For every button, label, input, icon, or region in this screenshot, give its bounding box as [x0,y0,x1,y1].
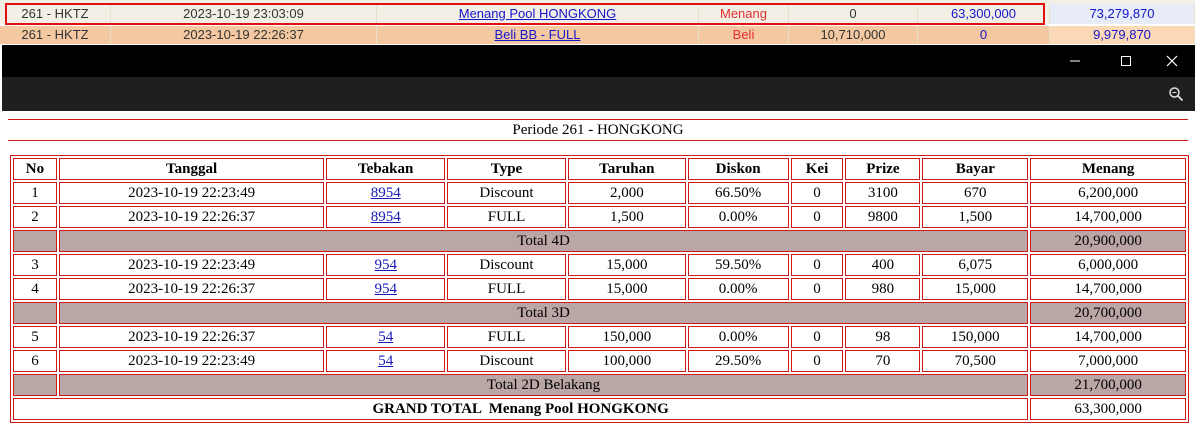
header-menang: Menang [1030,158,1186,180]
table-row [13,254,1186,276]
table-header-row [13,158,1186,180]
subtotal-value: 21,700,000 [1030,374,1186,396]
row-amount-credit: 63,300,000 [918,4,1050,24]
cell-no: 4 [13,278,57,300]
header-bayar: Bayar [922,158,1028,180]
cell-no: 1 [13,182,57,204]
cell-bayar: 1,500 [922,206,1028,228]
cell-bayar: 670 [922,182,1028,204]
grand-total-row [13,398,1186,420]
bet-results-table [10,155,1189,423]
table-row [13,182,1186,204]
maximize-icon[interactable] [1103,45,1149,77]
row-datetime: 2023-10-19 22:26:37 [111,26,377,44]
cell-menang: 6,200,000 [1030,182,1186,204]
header-tanggal: Tanggal [59,158,324,180]
row-amount-credit: 0 [918,26,1050,44]
cell-no: 6 [13,350,57,372]
cell-no: 3 [13,254,57,276]
zoom-icon[interactable] [1165,83,1187,105]
cell-menang: 6,000,000 [1030,254,1186,276]
cell-bayar: 70,500 [922,350,1028,372]
cell-no: 2 [13,206,57,228]
row-status: Beli [699,26,789,44]
cell-tebakan [326,206,445,228]
cell-bayar: 6,075 [922,254,1028,276]
header-type: Type [447,158,566,180]
cell-prize: 9800 [845,206,920,228]
cell-prize: 400 [845,254,920,276]
grand-total-label: GRAND TOTAL Menang Pool HONGKONG [13,398,1028,420]
cell-diskon: 66.50% [688,182,789,204]
cell-prize: 3100 [845,182,920,204]
cell-kei: 0 [791,278,844,300]
cell-diskon: 59.50% [688,254,789,276]
cell-type: FULL [447,326,566,348]
report-popup [2,45,1195,437]
cell-taruhan: 150,000 [568,326,686,348]
cell-diskon: 29.50% [688,350,789,372]
cell-tanggal: 2023-10-19 22:26:37 [59,206,324,228]
cell-diskon: 0.00% [688,206,789,228]
period-title: Periode 261 - HONGKONG [8,119,1188,141]
cell-type: Discount [447,254,566,276]
cell-diskon: 0.00% [688,326,789,348]
table-row [13,350,1186,372]
subtotal-spacer [13,302,57,324]
subtotal-label: Total 3D [59,302,1028,324]
header-tebakan: Tebakan [326,158,445,180]
cell-prize: 98 [845,326,920,348]
grand-total-value: 63,300,000 [1030,398,1186,420]
subtotal-spacer [13,374,57,396]
row-amount-debit: 10,710,000 [789,26,918,44]
cell-type: Discount [447,182,566,204]
tebakan-link[interactable]: 54 [378,352,394,369]
cell-bayar: 15,000 [922,278,1028,300]
cell-no: 5 [13,326,57,348]
row-description-link[interactable]: Menang Pool HONGKONG [377,4,699,24]
close-icon[interactable] [1149,45,1195,77]
cell-tebakan [326,350,445,372]
cell-taruhan: 2,000 [568,182,686,204]
subtotal-label: Total 4D [59,230,1028,252]
row-balance: 9,979,870 [1050,26,1195,44]
subtotal-value: 20,900,000 [1030,230,1186,252]
subtotal-label: Total 2D Belakang [59,374,1028,396]
transaction-row-buy [0,26,1195,44]
tebakan-link[interactable]: 8954 [370,184,401,201]
cell-kei: 0 [791,254,844,276]
cell-diskon: 0.00% [688,278,789,300]
row-balance: 73,279,870 [1050,4,1195,24]
tebakan-link[interactable]: 8954 [370,208,401,225]
header-taruhan: Taruhan [568,158,686,180]
popup-toolbar [2,77,1195,111]
transaction-row-win [0,4,1195,24]
subtotal-spacer [13,230,57,252]
cell-tanggal: 2023-10-19 22:23:49 [59,350,324,372]
cell-taruhan: 100,000 [568,350,686,372]
cell-tanggal: 2023-10-19 22:26:37 [59,326,324,348]
report-content [2,111,1195,437]
row-datetime: 2023-10-19 23:03:09 [111,4,377,24]
cell-kei: 0 [791,350,844,372]
cell-taruhan: 15,000 [568,278,686,300]
cell-tanggal: 2023-10-19 22:23:49 [59,254,324,276]
table-row [13,326,1186,348]
row-code: 261 - HKTZ [0,26,111,44]
row-status: Menang [699,4,789,24]
cell-type: FULL [447,278,566,300]
popup-titlebar[interactable] [2,45,1195,77]
cell-type: Discount [447,350,566,372]
cell-menang: 7,000,000 [1030,350,1186,372]
header-kei: Kei [791,158,844,180]
cell-kei: 0 [791,206,844,228]
cell-kei: 0 [791,326,844,348]
cell-kei: 0 [791,182,844,204]
tebakan-link[interactable]: 954 [374,256,397,273]
header-no: No [13,158,57,180]
cell-tanggal: 2023-10-19 22:26:37 [59,278,324,300]
cell-bayar: 150,000 [922,326,1028,348]
tebakan-link[interactable]: 954 [374,280,397,297]
tebakan-link[interactable]: 54 [378,328,394,345]
minimize-icon[interactable] [1052,45,1098,77]
cell-taruhan: 1,500 [568,206,686,228]
cell-prize: 980 [845,278,920,300]
header-prize: Prize [845,158,920,180]
header-diskon: Diskon [688,158,789,180]
table-row [13,278,1186,300]
cell-tebakan [326,254,445,276]
row-code: 261 - HKTZ [0,4,111,24]
cell-tebakan [326,278,445,300]
subtotal-value: 20,700,000 [1030,302,1186,324]
subtotal-row-4d [13,230,1186,252]
cell-tanggal: 2023-10-19 22:23:49 [59,182,324,204]
subtotal-row-3d [13,302,1186,324]
table-row [13,206,1186,228]
cell-type: FULL [447,206,566,228]
cell-menang: 14,700,000 [1030,206,1186,228]
cell-tebakan [326,326,445,348]
cell-tebakan [326,182,445,204]
row-amount-debit: 0 [789,4,918,24]
row-description-link[interactable]: Beli BB - FULL [377,26,699,44]
cell-prize: 70 [845,350,920,372]
cell-menang: 14,700,000 [1030,278,1186,300]
subtotal-row-2d [13,374,1186,396]
cell-taruhan: 15,000 [568,254,686,276]
cell-menang: 14,700,000 [1030,326,1186,348]
